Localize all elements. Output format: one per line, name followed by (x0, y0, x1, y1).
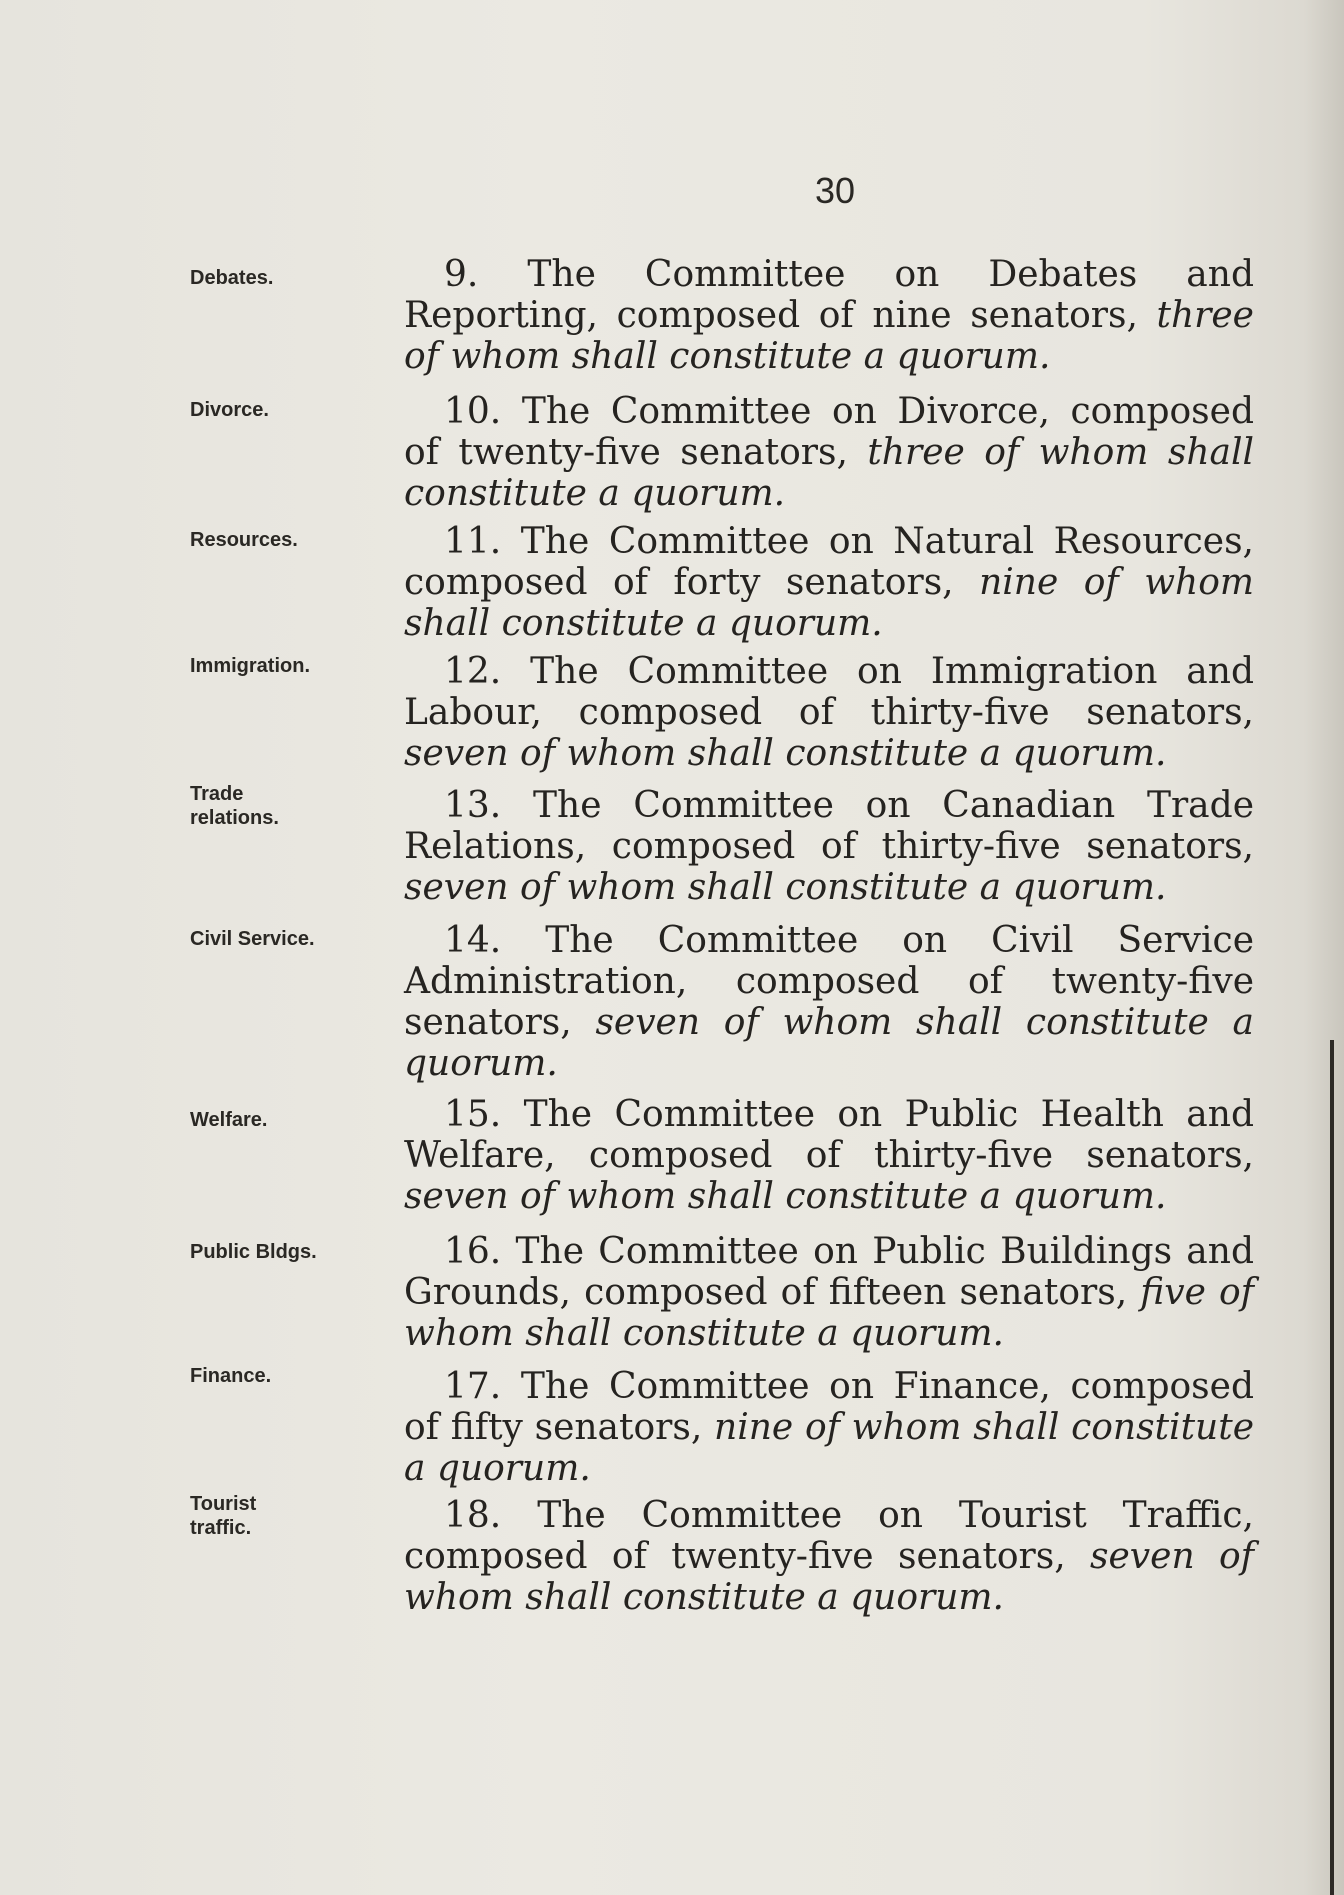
rule-paragraph (404, 1094, 1254, 1217)
rule-paragraph (404, 521, 1254, 644)
rule-text: 16. The Committee on Public Buildings and Grounds, composed of fifteen senators, (404, 1231, 1254, 1313)
rule-quorum-text: seven of whom shall constitute a quorum. (404, 733, 1167, 774)
rule-paragraph (404, 254, 1254, 377)
rule-paragraph (404, 651, 1254, 774)
margin-note: Welfare. (190, 1109, 268, 1131)
rule-quorum-text: seven of whom shall constitute a quorum. (404, 867, 1167, 908)
page-edge-shadow (1330, 1040, 1334, 1895)
rule-text: 13. The Committee on Canadian Trade Relations, composed of thirty-five senators, (404, 785, 1254, 867)
margin-note: Civil Service. (190, 928, 315, 950)
margin-note: Resources. (190, 529, 298, 551)
rule-paragraph (404, 1495, 1254, 1618)
rule-quorum-text: three of whom shall constitute a quorum. (404, 295, 1254, 377)
rule-paragraph (404, 1231, 1254, 1354)
rule-text: 12. The Committee on Immigration and Labour, composed of thirty-five senators, (404, 651, 1254, 733)
rule-text: 11. The Committee on Natural Resources, composed of forty senators, (404, 521, 1254, 603)
rule-paragraph (404, 391, 1254, 514)
rule-text: 18. The Committee on Tourist Traffic, composed of twenty-five senators, (404, 1495, 1254, 1577)
page-number: 30 (814, 170, 856, 211)
rule-quorum-text: seven of whom shall constitute a quorum. (404, 1176, 1167, 1217)
rule-text: 17. The Committee on Finance, composed of fifty senators, (404, 1366, 1254, 1448)
margin-note: Immigration. (190, 655, 311, 677)
rule-quorum-text: five of whom shall constitute a quorum. (404, 1272, 1254, 1354)
rule-paragraph (404, 1366, 1254, 1489)
rule-quorum-text: nine of whom shall constitute a quorum. (404, 562, 1254, 644)
margin-note: Tourist traffic. (190, 1493, 257, 1539)
rule-paragraph (404, 785, 1254, 908)
rule-quorum-text: three of whom shall constitute a quorum. (404, 432, 1254, 514)
rule-paragraph (404, 920, 1254, 1084)
margin-note: Trade relations. (190, 783, 279, 829)
margin-note: Finance. (190, 1365, 272, 1387)
margin-note: Divorce. (190, 399, 269, 421)
margin-note: Public Bldgs. (190, 1241, 317, 1263)
rule-text: 9. The Committee on Debates and Reporting, composed of nine senators, (404, 254, 1254, 336)
rule-quorum-text: seven of whom shall constitute a quorum. (404, 1002, 1255, 1084)
rule-quorum-text: seven of whom shall constitute a quorum. (404, 1536, 1254, 1618)
rule-text: 15. The Committee on Public Health and Welfare, composed of thirty-five senators, (404, 1094, 1254, 1176)
rule-text: 14. The Committee on Civil Service Administration, composed of twenty-five senators, (404, 920, 1254, 1043)
rule-quorum-text: nine of whom shall constitute a quorum. (404, 1407, 1254, 1489)
rule-text: 10. The Committee on Divorce, composed of twenty-five senators, (404, 391, 1254, 473)
margin-note: Debates. (190, 267, 274, 289)
